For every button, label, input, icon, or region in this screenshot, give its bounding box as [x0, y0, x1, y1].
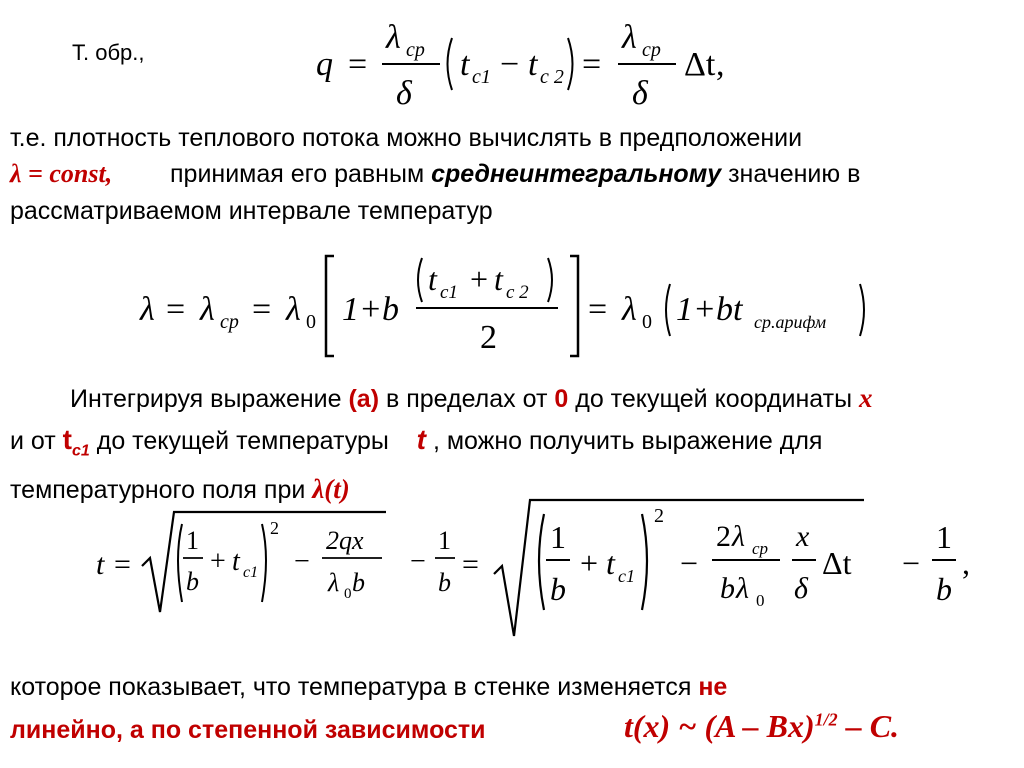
- para1-line1: т.е. плотность теплового потока можно вычислять в предположении: [10, 124, 803, 152]
- para3-line2: [10, 716, 486, 745]
- one-plus-b: 1+b: [342, 291, 399, 328]
- t-symbol: t: [460, 46, 470, 83]
- sub-0: 0: [344, 586, 352, 602]
- lambda-symbol: λ: [140, 291, 155, 328]
- t-symbol: t: [416, 424, 426, 455]
- t-symbol-2: t: [494, 261, 503, 297]
- t-symbol: t: [428, 261, 437, 297]
- t-symbol: t: [232, 546, 240, 577]
- lambda-const: λ = const,: [10, 159, 113, 188]
- equals-sign-3: =: [588, 291, 608, 328]
- sub-cp-2: cp: [642, 39, 661, 61]
- para1-line2-b: значению в: [728, 160, 861, 188]
- para2-line1: [70, 383, 873, 414]
- t-lhs: t: [96, 548, 105, 581]
- square-exponent-2: 2: [654, 505, 664, 527]
- delta-den: δ: [794, 572, 808, 605]
- sub-c2: c 2: [506, 282, 529, 303]
- one-4: 1: [936, 519, 952, 555]
- para1-line2: [170, 160, 860, 189]
- sub-0: 0: [306, 311, 316, 333]
- para1-line3: рассматриваемом интервале температур: [10, 197, 493, 225]
- x-symbol: x: [859, 383, 873, 413]
- tc1-symbol: [62, 424, 90, 460]
- para2-l1-a: Интегрируя выражение: [70, 385, 342, 413]
- sub-c1: c1: [440, 282, 458, 303]
- plus-sign: +: [210, 546, 226, 577]
- sub-cp: cp: [406, 39, 425, 61]
- para3-line1: [10, 673, 727, 702]
- one-plus-bt: 1+bt: [676, 291, 743, 328]
- t-symbol-2: t: [606, 545, 615, 581]
- sub-cp: cp: [752, 539, 769, 558]
- equals-sign: =: [114, 548, 131, 581]
- minus-sign-4: −: [902, 545, 921, 581]
- zero: 0: [554, 385, 569, 413]
- right-paren: [860, 284, 864, 336]
- equals-sign: =: [166, 291, 186, 328]
- minus-sign: −: [500, 46, 520, 83]
- lambda-cp-symbol: λ: [200, 291, 215, 328]
- left-paren-1: [178, 524, 182, 602]
- emphasis-average: среднеинтегральному: [431, 160, 722, 188]
- thus-label: Т. обр.,: [72, 40, 145, 65]
- power-law-main: t(x) ~ (A – Bx): [624, 708, 815, 744]
- left-bracket: [326, 256, 334, 356]
- right-paren: [568, 38, 573, 90]
- right-paren-1: [262, 524, 266, 602]
- lambda-cp: λ: [732, 520, 745, 553]
- lambda-symbol-2: λ: [622, 19, 637, 56]
- sub-cp: cp: [220, 311, 239, 333]
- sub-c2: c 2: [540, 66, 564, 88]
- delta-t: Δt: [684, 46, 716, 83]
- denominator-two: 2: [480, 319, 497, 356]
- power-law-end: – C.: [845, 708, 900, 744]
- right-paren-2: [642, 514, 647, 610]
- para1-line2-a: принимая его равным: [170, 160, 425, 188]
- tc1-sub: c1: [72, 442, 90, 460]
- left-paren: [448, 38, 453, 90]
- plus-sign-2: +: [580, 545, 599, 581]
- equals-sign-2: =: [252, 291, 272, 328]
- num-2qx: 2qx: [326, 526, 364, 555]
- para3-line1-a: которое показывает, что температура в стенке изменяется: [10, 673, 692, 701]
- delta-symbol: δ: [396, 75, 412, 112]
- lambda-average-formula: [130, 240, 890, 370]
- b-lambda: b: [720, 572, 735, 605]
- para3-line2-a: линейно, а по степенной зависимости: [10, 716, 486, 744]
- heat-flux-formula: [300, 0, 740, 115]
- equals-sign: =: [348, 46, 368, 83]
- left-paren-2: [539, 514, 544, 610]
- para2-line2: [10, 424, 822, 461]
- power-law-exponent: 1/2: [814, 709, 838, 730]
- b: b: [186, 567, 199, 596]
- sub-0-2: 0: [756, 591, 765, 610]
- equals-sign-2: =: [462, 548, 479, 581]
- inner-right-paren: [548, 258, 552, 302]
- lambda0-symbol: λ: [286, 291, 301, 328]
- b-den: b: [352, 568, 365, 597]
- sub-0-2: 0: [642, 311, 652, 333]
- para2-l1-c: до текущей координаты: [575, 385, 853, 413]
- delta-t: Δt: [822, 545, 852, 581]
- right-bracket: [570, 256, 578, 356]
- minus-sign-2: −: [410, 546, 426, 577]
- para2-l1-b: в пределах от: [386, 385, 548, 413]
- delta-symbol-2: δ: [632, 75, 648, 112]
- b-2: b: [438, 568, 451, 597]
- left-paren: [666, 284, 670, 336]
- one: 1: [186, 526, 199, 555]
- b-4: b: [936, 571, 952, 607]
- square-exponent: 2: [270, 518, 279, 538]
- b-3: b: [550, 571, 566, 607]
- one-3: 1: [550, 519, 566, 555]
- x-num: x: [796, 520, 810, 553]
- minus-sign-3: −: [680, 545, 699, 581]
- num-two: 2: [716, 520, 731, 553]
- comma: ,: [716, 46, 725, 83]
- sub-arith: ср.арифм: [754, 312, 827, 332]
- sub-c1: c1: [243, 564, 259, 581]
- para2-l2-c: , можно получить выражение для: [432, 427, 823, 455]
- para2-l2-a: и от: [10, 427, 56, 455]
- tc1-t: t: [62, 424, 72, 455]
- lambda-t: λ(t): [312, 474, 350, 504]
- lambda-symbol: λ: [386, 19, 401, 56]
- temperature-field-formula: [80, 494, 1010, 644]
- ref-a: (а): [348, 385, 380, 413]
- plus-sign: +: [470, 261, 489, 297]
- para2-l2-b: до текущей температуры: [96, 427, 389, 455]
- lambda0-symbol-2: λ: [622, 291, 637, 328]
- sub-c1-2: c1: [618, 566, 635, 586]
- q-symbol: q: [316, 46, 333, 83]
- sub-c1: c1: [472, 66, 491, 88]
- inner-left-paren: [418, 258, 422, 302]
- comma: ,: [962, 545, 970, 581]
- lambda0: λ: [328, 568, 340, 597]
- power-law: [624, 708, 899, 745]
- word-ne: не: [698, 673, 728, 701]
- one-2: 1: [438, 526, 451, 555]
- lambda0-2: λ: [736, 572, 749, 605]
- para2-l3-a: температурного поля при: [10, 476, 306, 504]
- t-symbol-2: t: [528, 46, 538, 83]
- minus-sign: −: [294, 546, 310, 577]
- equals-sign-2: =: [582, 46, 602, 83]
